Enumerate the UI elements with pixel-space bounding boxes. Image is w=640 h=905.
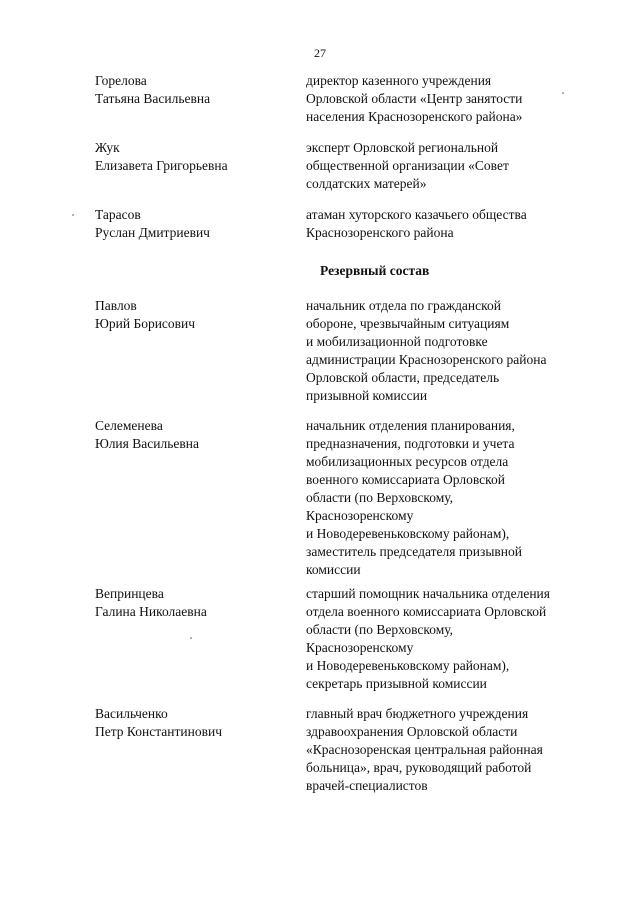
page-number: 27 (314, 46, 326, 60)
member-role: эксперт Орловской региональной общественной организации «Совет солдатских матерей» (306, 140, 509, 191)
member-name: Тарасов Руслан Дмитриевич (95, 207, 210, 240)
member-role: главный врач бюджетного учреждения здравоохранения Орловской области «Краснозоренская центральная районная больница», врач, руководящий работой врачей-специалистов (306, 706, 543, 793)
member-name: Селеменева Юлия Васильевна (95, 418, 199, 451)
member-role: директор казенного учреждения Орловской области «Центр занятости населения Краснозоренского района» (306, 73, 523, 124)
reserve-section-heading: Резервный состав (320, 263, 430, 278)
member-name: Вепринцева Галина Николаевна (95, 586, 207, 619)
member-name: Павлов Юрий Борисович (95, 298, 196, 331)
scan-speck (562, 92, 564, 94)
member-role: атаман хуторского казачьего общества Краснозоренского района (306, 207, 527, 240)
member-role: начальник отдела по гражданской обороне, чрезвычайным ситуациям и мобилизационной подготовке администрации Краснозоренского района Орловской области, председатель призывной комиссии (306, 298, 547, 403)
scan-speck (72, 214, 74, 216)
member-name: Жук Елизавета Григорьевна (95, 140, 228, 173)
member-name: Горелова Татьяна Васильевна (95, 73, 211, 106)
member-role: старший помощник начальника отделения отдела военного комиссариата Орловской области (по Верховскому, Краснозоренскому и Новодеревеньковскому районам), секретарь призывной комиссии (306, 586, 550, 691)
member-name: Васильченко Петр Константинович (95, 706, 222, 739)
scan-speck (190, 637, 192, 639)
member-role: начальник отделения планирования, предназначения, подготовки и учета мобилизационных ресурсов отдела военного комиссариата Орловской области (по Верховскому, Краснозоренскому и Новодеревеньковскому районам), заместитель председателя призывной комиссии (306, 418, 522, 577)
